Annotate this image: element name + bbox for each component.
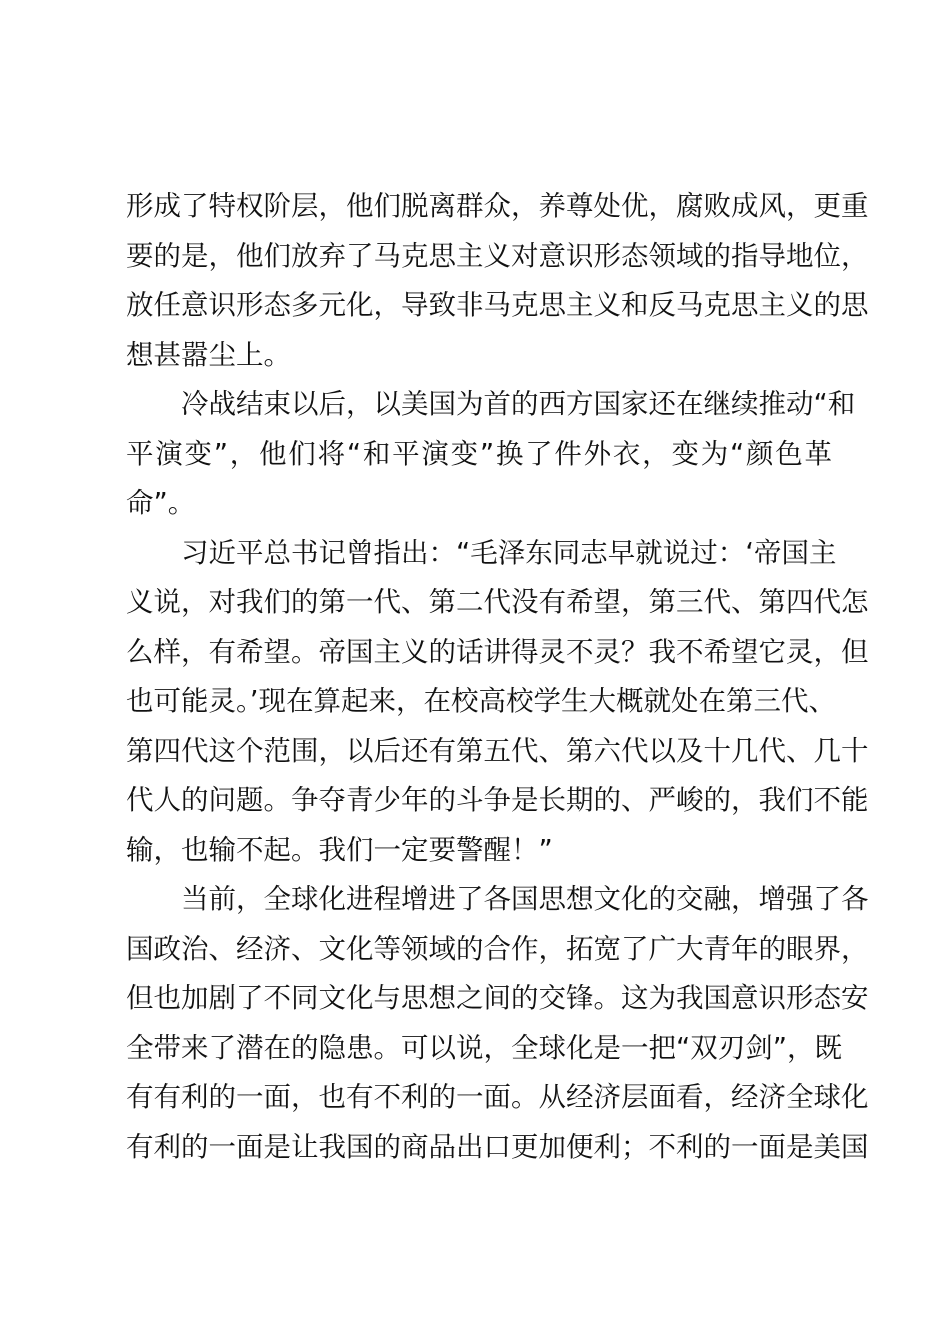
- text-line: 形成了特权阶层，他们脱离群众，养尊处优，腐败成风，更重: [126, 190, 869, 222]
- text-line: 当前，全球化进程增进了各国思想文化的交融，增强了各: [181, 883, 869, 915]
- paragraph-2: [126, 380, 856, 529]
- paragraph-4: [126, 875, 869, 1172]
- text-line: 有有利的一面，也有不利的一面。从经济层面看，经济全球化: [126, 1081, 869, 1113]
- body-text: [126, 182, 869, 1172]
- text-line: 但也加剧了不同文化与思想之间的交锋。这为我国意识形态安: [126, 982, 869, 1014]
- text-line: 放任意识形态多元化，导致非马克思主义和反马克思主义的思: [126, 289, 869, 321]
- text-line: 要的是，他们放弃了马克思主义对意识形态领域的指导地位，: [126, 239, 869, 272]
- text-line: 全带来了潜在的隐患。可以说，全球化是一把“双刃剑”，既: [126, 1031, 842, 1064]
- text-line: 义说，对我们的第一代、第二代没有希望，第三代、第四代怎: [126, 586, 869, 618]
- text-line: 平演变”，他们将“和平演变”换了件外衣，变为“颜色革: [126, 437, 832, 470]
- text-line: 国政治、经济、文化等领域的合作，拓宽了广大青年的眼界，: [126, 932, 869, 965]
- text-line: 有利的一面是让我国的商品出口更加便利；不利的一面是美国: [126, 1130, 869, 1163]
- text-line: 命”。: [126, 487, 196, 519]
- text-line: 么样，有希望。帝国主义的话讲得灵不灵？我不希望它灵，但: [126, 635, 869, 668]
- text-line: 想甚嚣尘上。: [126, 338, 291, 371]
- text-line: 也可能灵。’现在算起来，在校高校学生大概就处在第三代、: [126, 685, 836, 717]
- text-line: 冷战结束以后，以美国为首的西方国家还在继续推动“和: [181, 388, 856, 420]
- paragraph-1: [126, 182, 869, 380]
- text-line: 第四代这个范围，以后还有第五代、第六代以及十几代、几十: [126, 734, 869, 767]
- text-line: 代人的问题。争夺青少年的斗争是长期的、严峻的，我们不能: [126, 784, 869, 816]
- text-line: 输，也输不起。我们一定要警醒！”: [126, 833, 553, 866]
- text-line: 习近平总书记曾指出：“毛泽东同志早就说过：‘帝国主: [181, 536, 837, 569]
- paragraph-3: [126, 529, 869, 876]
